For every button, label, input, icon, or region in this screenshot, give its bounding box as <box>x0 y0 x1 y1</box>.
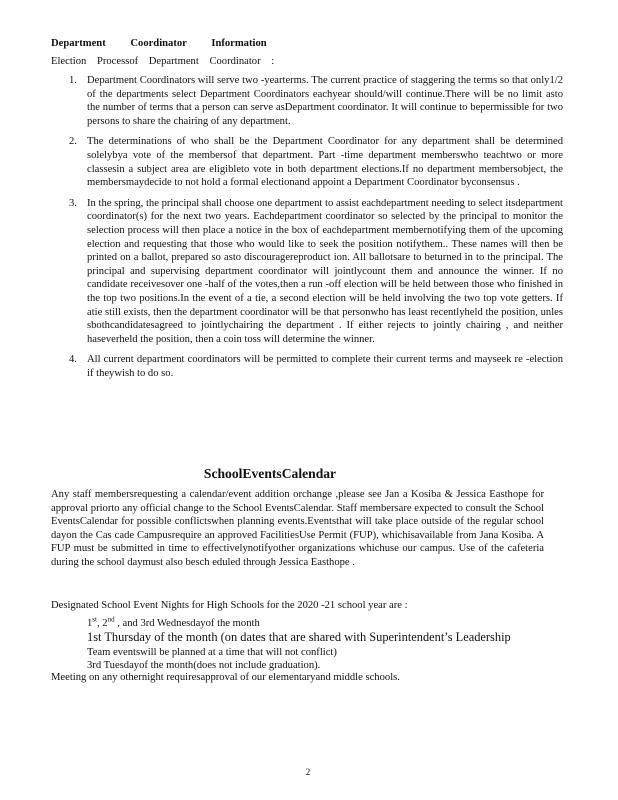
list-item-text: Department Coordinators will serve two -yearterms. The current practice of staggering the terms so that only1/2 of the departments select Department Coordinators eachyear should/will continue.There will be no limit asto the number of terms that a person can serve asDepartment coordinator. It will continue to bepermissible for two persons to share the chairing of any department. <box>87 75 563 127</box>
list-item <box>51 74 563 128</box>
event-night-subtext: Team eventswill be planned at a time that will not conflict) <box>87 646 337 658</box>
election-process-label: Election Processof Department Coordinator : <box>51 56 275 67</box>
list-item-number: 3. <box>69 197 77 209</box>
page-number: 2 <box>305 767 311 777</box>
list-item-text: The determinations of who shall be the Department Coordinator for any department shall be determined solelybya vote of the membersof that department. Part -time department memberswho teachtwo or more classesin a subject area are eligibleto vote in both department elections.If no department membersobject, the membersmaydecide to not hold a formal electionand appoint a Department Coordinator byconsensus . <box>87 136 563 189</box>
list-item-number: 4. <box>69 354 77 366</box>
list-item <box>51 630 561 659</box>
election-process-list <box>51 74 563 387</box>
event-night-text: 3rd Tuesdayof the month(does not include graduation). <box>87 660 321 672</box>
list-item <box>51 613 561 630</box>
list-item-number: 1. <box>69 75 77 86</box>
list-item-number: 2. <box>69 136 77 148</box>
list-item-text: All current department coordinators will be permitted to complete their current terms and mayseek re -election if theywish to do so. <box>87 354 563 379</box>
event-nights-list <box>51 613 561 673</box>
events-calendar-title: SchoolEventsCalendar <box>203 466 337 481</box>
list-item-text: In the spring, the principal shall choose one department to assist eachdepartment needing to select itsdepartment coordinator(s) for the next two years. Eachdepartment coordinator so selected by the principal to monitor the selection process will then place a notice in the box of eachdepartment membernotifying them of the upcoming election and requesting that those who would like to seek the position notifythem.. These names will then be printed on a ballot, prepared so asto discouragereproduct ion. All ballotsare to beturned in to the principal. The principal and supervising department coordinator will jointlycount them and announce the winner. If no candidate receivesover one -half of the votes,then a run -off election will be held between those who finished in the top two positions.In the event of a tie, a second election will be held involving the two top vote getters. If atie still exists, then the department coordinator will be that personwho has least recentlyheld the position, unles sbothcandidatesagreed to jointlychairing the department . If either rejects to jointly chairing , and neither haseverheld the position, then a coin toss will determine the winner. <box>87 197 563 345</box>
list-item <box>51 353 563 380</box>
event-night-text: 1st Thursday of the month (on dates that are shared with Superintendent’s Leadership <box>87 630 511 645</box>
event-night-text: 1st, 2nd , and 3rd Wednesdayof the month <box>87 615 260 629</box>
list-item <box>51 135 563 189</box>
events-calendar-paragraph: Any staff membersrequesting a calendar/event addition orchange ,please see Jan a Kosiba & Jessica Easthope for approval priorto any official change to the School EventsCalendar. Staff membersare expected to consult the School EventsCalendar for possible conflictswhen planning events.Eventsthat will take place outside of the regular school dayon the Cas cade Campusrequire an approved FacilitiesUse Permit (FUP), whichisavailable from Jana Kosiba. A FUP must be submitted in time to effectivelynotifyother organizations whichuse our campus. Use of the cafeteria during the school daymust also besch eduled through Jessica Easthope . <box>51 489 544 568</box>
event-nights-intro: Designated School Event Nights for High Schools for the 2020 -21 school year are : <box>51 600 408 611</box>
list-item <box>51 197 563 347</box>
meeting-approval-text: Meeting on any othernight requiresapproval of our elementaryand middle schools. <box>51 672 400 683</box>
section-heading: Department Coordinator Information <box>51 38 267 49</box>
